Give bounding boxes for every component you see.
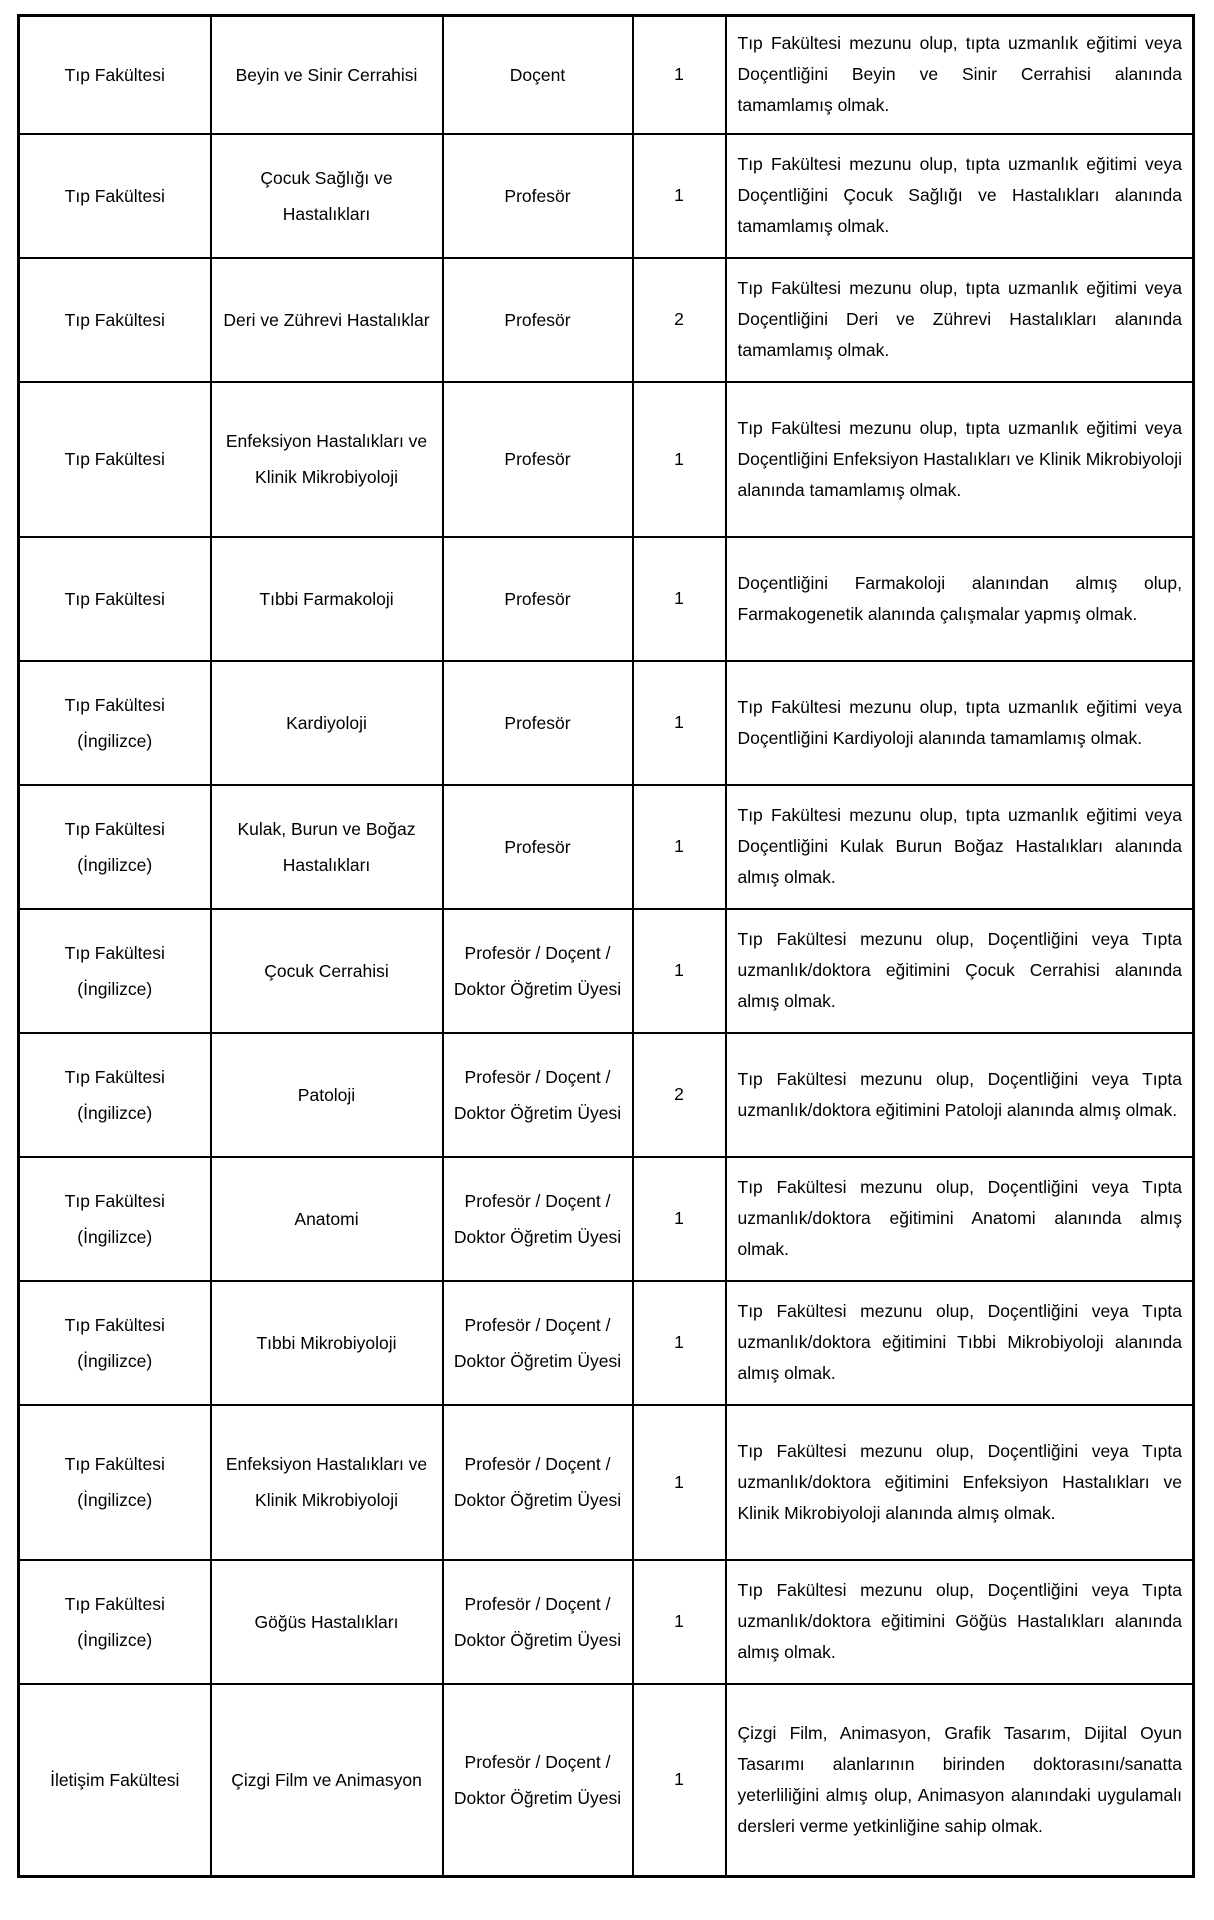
table-row (19, 1405, 1194, 1560)
title-cell: Profesör (443, 661, 633, 785)
table-row (19, 785, 1194, 909)
requirements-cell: Tıp Fakültesi mezunu olup, Doçentliğini veya Tıpta uzmanlık/doktora eğitimini Enfeksiyon Hastalıkları ve Klinik Mikrobiyoloji alanında almış olmak. (726, 1405, 1194, 1560)
table-row (19, 258, 1194, 382)
count-cell: 2 (633, 1033, 726, 1157)
requirements-cell: Tıp Fakültesi mezunu olup, Doçentliğini veya Tıpta uzmanlık/doktora eğitimini Tıbbi Mikrobiyoloji alanında almış olmak. (726, 1281, 1194, 1405)
requirements-cell: Doçentliğini Farmakoloji alanından almış olup, Farmakogenetik alanında çalışmalar yapmış olmak. (726, 537, 1194, 661)
department-cell: Göğüs Hastalıkları (211, 1560, 443, 1684)
department-cell: Kardiyoloji (211, 661, 443, 785)
department-cell: Çocuk Sağlığı ve Hastalıkları (211, 134, 443, 258)
faculty-cell: Tıp Fakültesi (19, 382, 211, 537)
title-cell: Profesör (443, 258, 633, 382)
faculty-cell: Tıp Fakültesi (19, 134, 211, 258)
requirements-cell: Tıp Fakültesi mezunu olup, tıpta uzmanlık eğitimi veya Doçentliğini Deri ve Zührevi Hastalıkları alanında tamamlamış olmak. (726, 258, 1194, 382)
table-row (19, 1033, 1194, 1157)
title-cell: Profesör / Doçent / Doktor Öğretim Üyesi (443, 1033, 633, 1157)
department-cell: Çocuk Cerrahisi (211, 909, 443, 1033)
title-cell: Profesör (443, 134, 633, 258)
department-cell: Kulak, Burun ve Boğaz Hastalıkları (211, 785, 443, 909)
count-cell: 1 (633, 1684, 726, 1877)
table-row (19, 1281, 1194, 1405)
count-cell: 1 (633, 1157, 726, 1281)
count-cell: 1 (633, 909, 726, 1033)
title-cell: Profesör / Doçent / Doktor Öğretim Üyesi (443, 1684, 633, 1877)
table-row (19, 1684, 1194, 1877)
title-cell: Profesör (443, 537, 633, 661)
table-row (19, 382, 1194, 537)
title-cell: Profesör / Doçent / Doktor Öğretim Üyesi (443, 909, 633, 1033)
table-row (19, 537, 1194, 661)
table-row (19, 661, 1194, 785)
faculty-cell: Tıp Fakültesi (İngilizce) (19, 1405, 211, 1560)
requirements-cell: Tıp Fakültesi mezunu olup, tıpta uzmanlık eğitimi veya Doçentliğini Çocuk Sağlığı ve Hastalıkları alanında tamamlamış olmak. (726, 134, 1194, 258)
faculty-cell: Tıp Fakültesi (İngilizce) (19, 661, 211, 785)
title-cell: Profesör (443, 785, 633, 909)
faculty-cell: Tıp Fakültesi (İngilizce) (19, 1033, 211, 1157)
count-cell: 1 (633, 1560, 726, 1684)
requirements-cell: Tıp Fakültesi mezunu olup, Doçentliğini veya Tıpta uzmanlık/doktora eğitimini Anatomi alanında almış olmak. (726, 1157, 1194, 1281)
department-cell: Deri ve Zührevi Hastalıklar (211, 258, 443, 382)
requirements-cell: Tıp Fakültesi mezunu olup, tıpta uzmanlık eğitimi veya Doçentliğini Enfeksiyon Hastalıkları ve Klinik Mikrobiyoloji alanında tamamlamış olmak. (726, 382, 1194, 537)
faculty-cell: Tıp Fakültesi (19, 258, 211, 382)
department-cell: Anatomi (211, 1157, 443, 1281)
count-cell: 1 (633, 1405, 726, 1560)
table-row (19, 909, 1194, 1033)
count-cell: 2 (633, 258, 726, 382)
faculty-cell: Tıp Fakültesi (İngilizce) (19, 1281, 211, 1405)
title-cell: Profesör / Doçent / Doktor Öğretim Üyesi (443, 1560, 633, 1684)
title-cell: Profesör / Doçent / Doktor Öğretim Üyesi (443, 1157, 633, 1281)
table-row (19, 1560, 1194, 1684)
requirements-cell: Tıp Fakültesi mezunu olup, tıpta uzmanlık eğitimi veya Doçentliğini Kulak Burun Boğaz Hastalıkları alanında almış olmak. (726, 785, 1194, 909)
count-cell: 1 (633, 16, 726, 134)
count-cell: 1 (633, 134, 726, 258)
title-cell: Profesör / Doçent / Doktor Öğretim Üyesi (443, 1281, 633, 1405)
department-cell: Enfeksiyon Hastalıkları ve Klinik Mikrobiyoloji (211, 1405, 443, 1560)
title-cell: Profesör / Doçent / Doktor Öğretim Üyesi (443, 1405, 633, 1560)
requirements-cell: Tıp Fakültesi mezunu olup, tıpta uzmanlık eğitimi veya Doçentliğini Beyin ve Sinir Cerrahisi alanında tamamlamış olmak. (726, 16, 1194, 134)
count-cell: 1 (633, 382, 726, 537)
requirements-cell: Çizgi Film, Animasyon, Grafik Tasarım, Dijital Oyun Tasarımı alanlarının birinden doktorasını/sanatta yeterliliğini almış olup, Animasyon alanındaki uygulamalı dersleri verme yetkinliğine sahip olmak. (726, 1684, 1194, 1877)
department-cell: Beyin ve Sinir Cerrahisi (211, 16, 443, 134)
requirements-cell: Tıp Fakültesi mezunu olup, Doçentliğini veya Tıpta uzmanlık/doktora eğitimini Patoloji alanında almış olmak. (726, 1033, 1194, 1157)
count-cell: 1 (633, 661, 726, 785)
count-cell: 1 (633, 785, 726, 909)
requirements-cell: Tıp Fakültesi mezunu olup, Doçentliğini veya Tıpta uzmanlık/doktora eğitimini Göğüs Hastalıkları alanında almış olmak. (726, 1560, 1194, 1684)
title-cell: Profesör (443, 382, 633, 537)
table-row (19, 16, 1194, 134)
count-cell: 1 (633, 537, 726, 661)
department-cell: Tıbbi Mikrobiyoloji (211, 1281, 443, 1405)
count-cell: 1 (633, 1281, 726, 1405)
department-cell: Çizgi Film ve Animasyon (211, 1684, 443, 1877)
faculty-cell: Tıp Fakültesi (19, 537, 211, 661)
requirements-cell: Tıp Fakültesi mezunu olup, tıpta uzmanlık eğitimi veya Doçentliğini Kardiyoloji alanında tamamlamış olmak. (726, 661, 1194, 785)
faculty-cell: Tıp Fakültesi (19, 16, 211, 134)
faculty-cell: Tıp Fakültesi (İngilizce) (19, 1157, 211, 1281)
title-cell: Doçent (443, 16, 633, 134)
department-cell: Tıbbi Farmakoloji (211, 537, 443, 661)
faculty-cell: Tıp Fakültesi (İngilizce) (19, 1560, 211, 1684)
faculty-cell: Tıp Fakültesi (İngilizce) (19, 909, 211, 1033)
department-cell: Enfeksiyon Hastalıkları ve Klinik Mikrobiyoloji (211, 382, 443, 537)
table-row (19, 1157, 1194, 1281)
job-postings-table (17, 14, 1195, 1878)
table-row (19, 134, 1194, 258)
department-cell: Patoloji (211, 1033, 443, 1157)
table-body (19, 16, 1194, 1877)
requirements-cell: Tıp Fakültesi mezunu olup, Doçentliğini veya Tıpta uzmanlık/doktora eğitimini Çocuk Cerrahisi alanında almış olmak. (726, 909, 1194, 1033)
faculty-cell: Tıp Fakültesi (İngilizce) (19, 785, 211, 909)
faculty-cell: İletişim Fakültesi (19, 1684, 211, 1877)
